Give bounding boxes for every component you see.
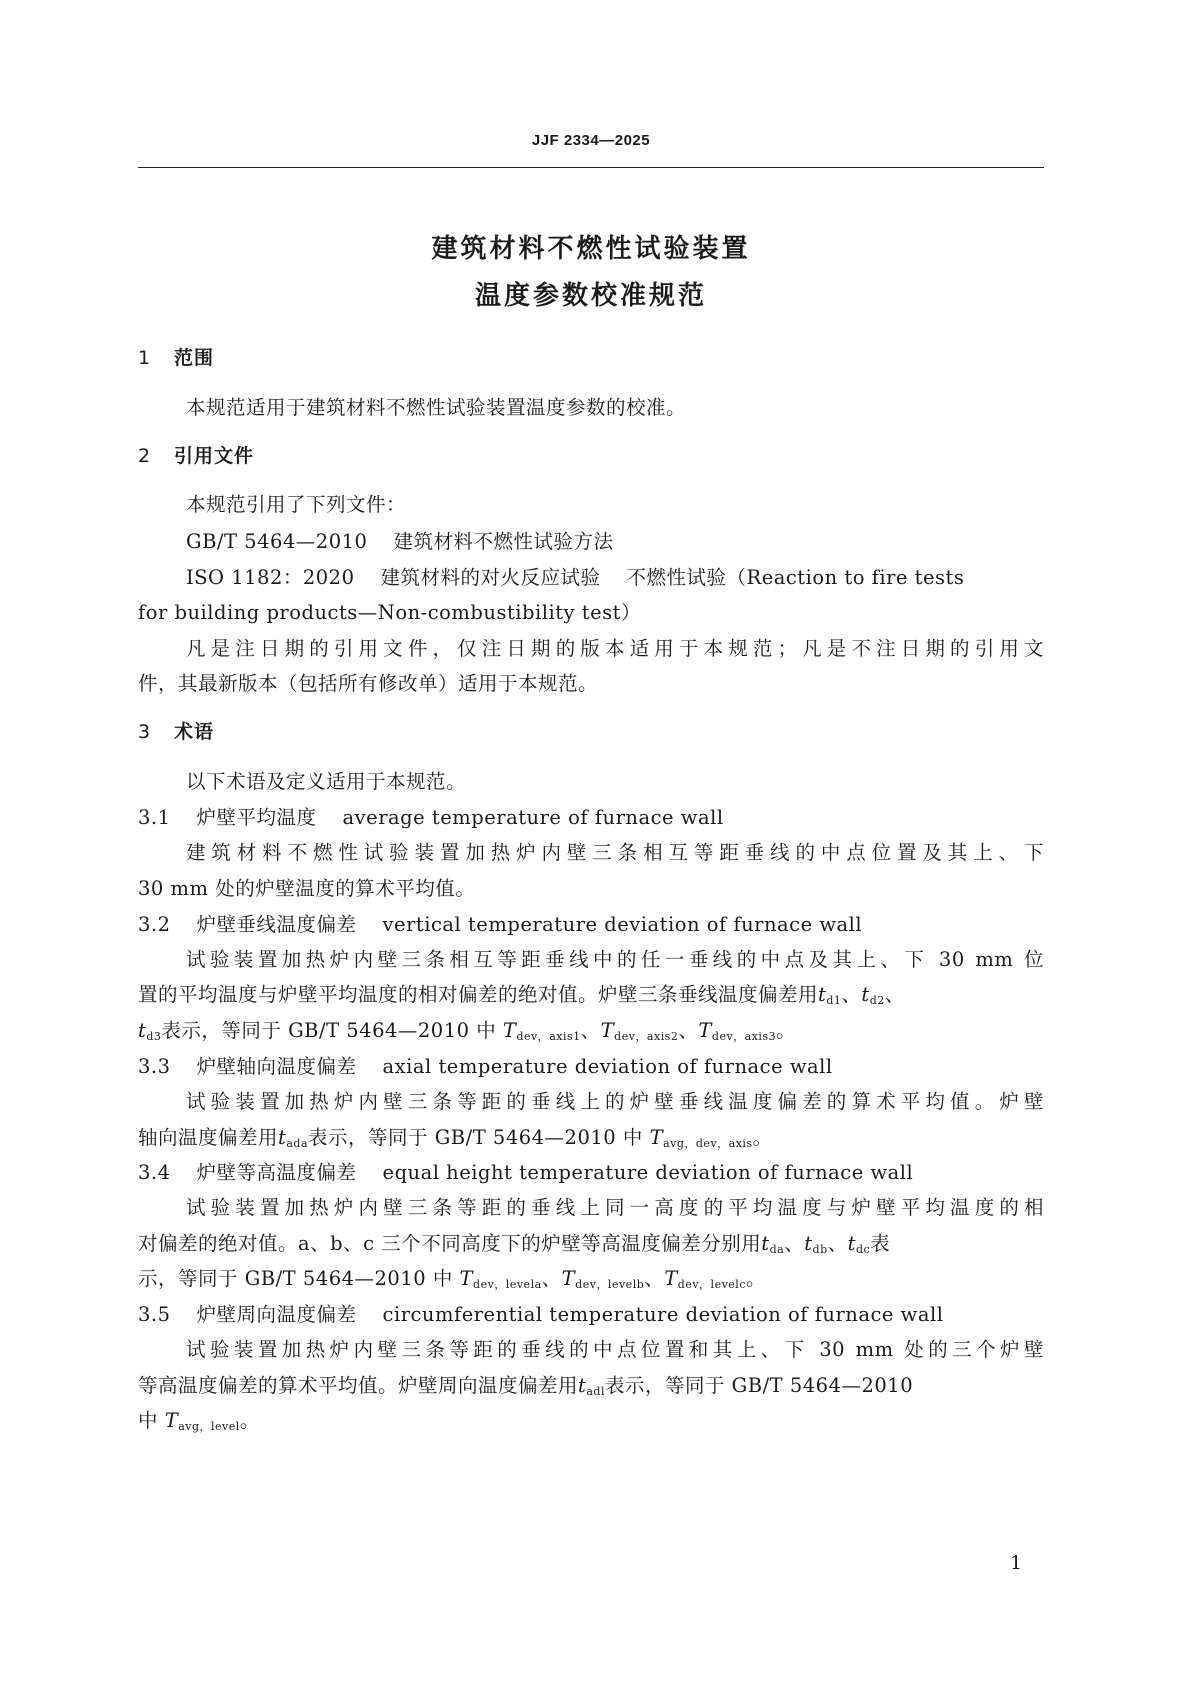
term-3-4-definition-line1: 试验装置加热炉内壁三条等距的垂线上同一高度的平均温度与炉壁平均温度的相 bbox=[186, 1196, 1044, 1219]
term-3-5-definition-line1: 试验装置加热炉内壁三条等距的垂线的中点位置和其上、下 30 mm 处的三个炉壁 bbox=[186, 1338, 1044, 1361]
document-title-line1: 建筑材料不燃性试验装置 bbox=[431, 234, 751, 264]
term-3-2-definition-line3: $t_{d3}$表示，等同于 GB/T 5464—2010 中 $T_{dev,axis1}$、$T_{dev,axis2}$、$T_{dev,axis3}$。 bbox=[138, 1019, 797, 1043]
term-3-5-definition-line3: 中 $T_{avg,level}$。 bbox=[138, 1409, 260, 1433]
reference-gbt5464: GB/T 5464—2010 建筑材料不燃性试验方法 bbox=[186, 530, 614, 553]
term-3-4-definition-line3: 示，等同于 GB/T 5464—2010 中 $T_{dev,levela}$、$T_{dev,levelb}$、$T_{dev,levelc}$。 bbox=[138, 1267, 766, 1291]
term-3-4-heading: 3.4 炉壁等高温度偏差 equal height temperature deviation of furnace wall bbox=[138, 1161, 914, 1184]
term-3-3-definition-line1: 试验装置加热炉内壁三条等距的垂线上的炉壁垂线温度偏差的算术平均值。炉壁 bbox=[186, 1090, 1044, 1113]
term-3-3-definition-line2: 轴向温度偏差用$t_{ada}$表示，等同于 GB/T 5464—2010 中 $T_{avg,dev,axis}$。 bbox=[138, 1126, 773, 1150]
section-2-heading: 2 引用文件 bbox=[138, 445, 255, 467]
term-3-2-definition-line2: 置的平均温度与炉壁平均温度的相对偏差的绝对值。炉壁三条垂线温度偏差用$t_{d1}$、$t_{d2}$、 bbox=[138, 983, 905, 1007]
term-3-4-definition-line2: 对偏差的绝对值。a、b、c 三个不同高度下的炉壁等高温度偏差分别用$t_{da}$、$t_{db}$、$t_{dc}$表 bbox=[138, 1232, 891, 1256]
section-3-heading: 3 术语 bbox=[138, 721, 215, 743]
term-3-5-heading: 3.5 炉壁周向温度偏差 circumferential temperature deviation of furnace wall bbox=[138, 1303, 944, 1326]
page-number: 1 bbox=[1010, 1552, 1023, 1574]
terms-intro: 以下术语及定义适用于本规范。 bbox=[186, 770, 467, 793]
term-3-2-definition-line1: 试验装置加热炉内壁三条相互等距垂线中的任一垂线的中点及其上、下 30 mm 位 bbox=[186, 948, 1044, 971]
term-3-1-definition-line1: 建筑材料不燃性试验装置加热炉内壁三条相互等距垂线的中点位置及其上、下 bbox=[186, 841, 1044, 864]
section-1-heading: 1 范围 bbox=[138, 347, 215, 369]
references-note-line1: 凡是注日期的引用文件，仅注日期的版本适用于本规范；凡是不注日期的引用文 bbox=[186, 637, 1044, 660]
term-3-3-heading: 3.3 炉壁轴向温度偏差 axial temperature deviation of furnace wall bbox=[138, 1055, 833, 1078]
term-3-5-definition-line2: 等高温度偏差的算术平均值。炉壁周向温度偏差用$t_{adl}$表示，等同于 GB/T 5464—2010 bbox=[138, 1374, 914, 1398]
document-title-line2: 温度参数校准规范 bbox=[474, 281, 707, 311]
references-intro: 本规范引用了下列文件： bbox=[186, 493, 407, 516]
document-code-header: JJF 2334—2025 bbox=[531, 132, 651, 149]
term-3-1-heading: 3.1 炉壁平均温度 average temperature of furnace wall bbox=[138, 806, 724, 829]
section-1-paragraph: 本规范适用于建筑材料不燃性试验装置温度参数的校准。 bbox=[186, 396, 687, 419]
term-3-2-heading: 3.2 炉壁垂线温度偏差 vertical temperature deviation of furnace wall bbox=[138, 913, 863, 936]
references-note-line2: 件，其最新版本（包括所有修改单）适用于本规范。 bbox=[138, 672, 599, 695]
term-3-1-definition-line2: 30 mm 处的炉壁温度的算术平均值。 bbox=[138, 877, 476, 900]
reference-iso1182: ISO 1182：2020 建筑材料的对火反应试验 不燃性试验（Reaction to fire tests bbox=[186, 566, 965, 589]
header-rule bbox=[138, 167, 1044, 168]
reference-iso1182-continued: for building products—Non-combustibility test） bbox=[138, 601, 641, 624]
